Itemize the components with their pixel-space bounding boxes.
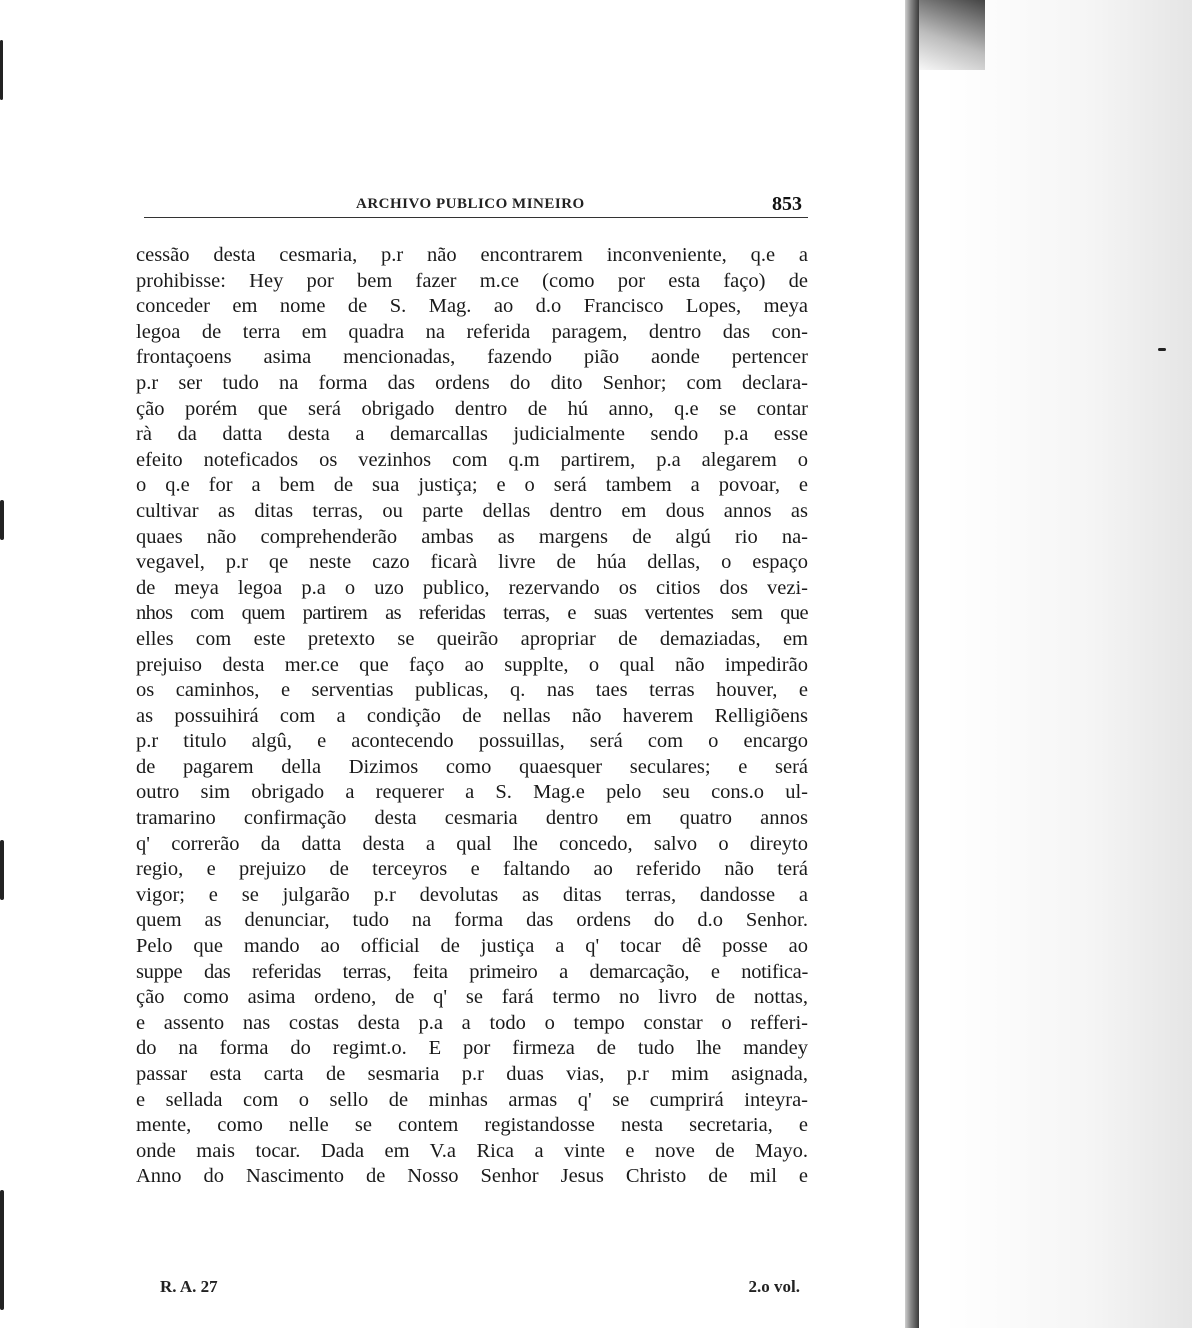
text-line: prohibisse: Hey por bem fazer m.ce (como por esta faço) de (136, 269, 808, 292)
text-line: p.r titulo algû, e acontecendo possuillas, será com o encargo (136, 730, 808, 753)
text-line: ção porém que será obrigado dentro de hú anno, q.e se contar (136, 397, 808, 420)
text-line: nhos com quem partirem as referidas terras, e suas vertentes sem que (136, 602, 808, 625)
margin-mark (0, 40, 3, 100)
text-line: p.r ser tudo na forma das ordens do dito Senhor; com declara- (136, 371, 808, 394)
text-line: frontaçoens asima mencionadas, fazendo pião aonde pertencer (136, 346, 808, 369)
text-line: Anno do Nascimento de Nosso Senhor Jesus Christo de mil e (136, 1165, 808, 1188)
header-rule (144, 217, 808, 218)
text-line: vigor; e se julgarão p.r devolutas as ditas terras, dandosse a (136, 883, 808, 906)
text-line: passar esta carta de sesmaria p.r duas vias, p.r mim asignada, (136, 1063, 808, 1085)
text-line: e sellada com o sello de minhas armas q' se cumprirá inteyra- (136, 1088, 808, 1111)
text-line: q' correrão da datta desta a qual lhe concedo, salvo o direyto (136, 832, 808, 855)
text-line: ção como asima ordeno, de q' se fará termo no livro de nottas, (136, 986, 808, 1009)
text-line: o q.e for a bem de sua justiça; e o será tambem a povoar, e (136, 474, 808, 497)
text-line: de pagarem della Dizimos como quaesquer seculares; e será (136, 755, 808, 778)
margin-mark (0, 500, 4, 540)
text-line: suppe das referidas terras, feita primeiro a demarcação, e notifica- (136, 960, 808, 983)
text-line: conceder em nome de S. Mag. ao d.o Francisco Lopes, meya (136, 295, 808, 318)
text-line: Pelo que mando ao official de justiça a q' tocar dê posse ao (136, 935, 808, 958)
text-line: cultivar as ditas terras, ou parte dellas dentro em dous annos as (136, 499, 808, 522)
text-line: as possuihirá com a condição de nellas não haverem Relligiõens (136, 704, 808, 727)
page-edge (905, 0, 919, 1328)
margin-mark (0, 840, 4, 900)
body-text (136, 243, 808, 1190)
text-line: outro sim obrigado a requerer a S. Mag.e pelo seu cons.o ul- (136, 781, 808, 804)
text-line: vegavel, p.r qe neste cazo ficarà livre de húa dellas, o espaço (136, 551, 808, 574)
text-line: os caminhos, e serventias publicas, q. nas taes terras houver, e (136, 679, 808, 702)
text-line: rà da datta desta a demarcallas judicialmente sendo p.a esse (136, 423, 808, 446)
text-line: mente, como nelle se contem registandosse nesta secretaria, e (136, 1114, 808, 1137)
text-line: prejuiso desta mer.ce que faço ao supplte, o qual não impedirão (136, 653, 808, 676)
text-line: de meya legoa p.a o uzo publico, rezervando os citios dos vezi- (136, 576, 808, 599)
text-line: cessão desta cesmaria, p.r não encontrarem inconveniente, q.e a (136, 244, 808, 266)
text-line: quaes não comprehenderão ambas as margens de algú rio na- (136, 525, 808, 548)
page-number: 853 (772, 193, 802, 215)
text-line: quem as denunciar, tudo na forma das ordens do d.o Senhor. (136, 909, 808, 932)
text-line: regio, e prejuizo de terceyros e faltando ao referido não terá (136, 858, 808, 881)
page-shadow (942, 0, 1192, 1328)
text-line: tramarino confirmação desta cesmaria dentro em quatro annos (136, 807, 808, 830)
text-line: do na forma do regimt.o. E por firmeza de tudo lhe mandey (136, 1037, 808, 1060)
page-footer (160, 1277, 800, 1301)
text-line: e assento nas costas desta p.a a todo o tempo constar o refferi- (136, 1011, 808, 1034)
margin-mark (0, 1190, 4, 1310)
footer-signature: R. A. 27 (160, 1277, 218, 1296)
text-line: onde mais tocar. Dada em V.a Rica a vinte e nove de Mayo. (136, 1139, 808, 1162)
text-line: legoa de terra em quadra na referida paragem, dentro das con- (136, 320, 808, 343)
running-header (144, 193, 806, 217)
running-title: ARCHIVO PUBLICO MINEIRO (356, 196, 585, 212)
text-line: efeito noteficados os vezinhos com q.m partirem, p.a alegarem o (136, 448, 808, 471)
text-line: elles com este pretexto se queirão apropriar de demaziadas, em (136, 627, 808, 650)
margin-mark (1158, 348, 1166, 351)
footer-volume: 2.o vol. (748, 1277, 800, 1296)
